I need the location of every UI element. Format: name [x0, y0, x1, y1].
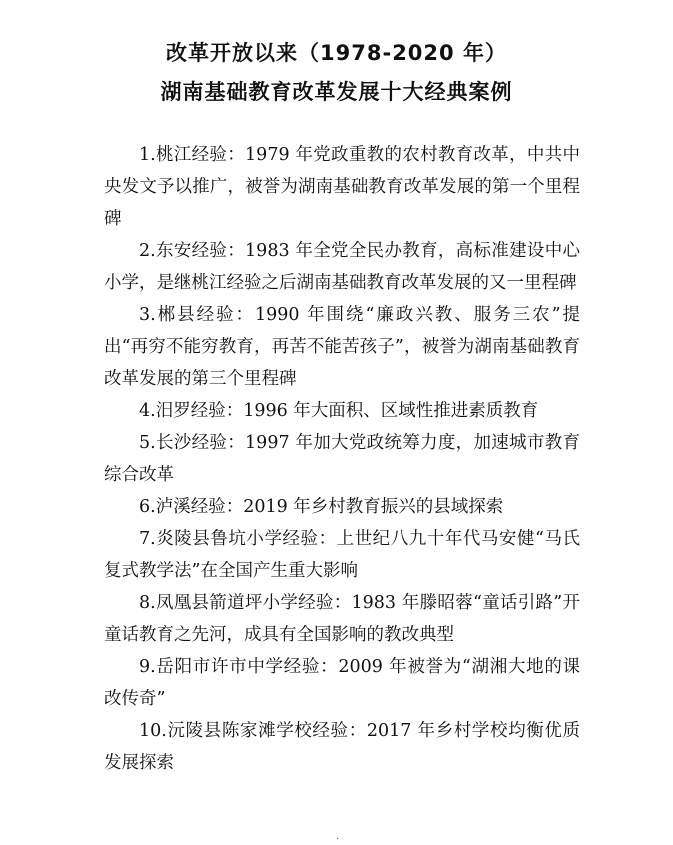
case-name: 桃江经验	[155, 145, 228, 165]
case-number: 2.	[139, 241, 156, 261]
case-number: 7.	[139, 529, 156, 549]
case-description: 2017 年乡村学校均衡优质发展探索	[104, 721, 581, 773]
case-name: 沅陵县陈家滩学校经验	[166, 721, 349, 741]
case-description: 1983 年滕昭蓉“童话引路”开童话教育之先河，成具有全国影响的教改典型	[104, 593, 581, 645]
case-separator: ：	[225, 497, 244, 517]
case-item	[104, 395, 580, 427]
case-item	[104, 299, 580, 395]
case-item	[104, 139, 580, 235]
case-name: 凤凰县箭道坪小学经验	[155, 593, 334, 613]
case-number: 10.	[139, 721, 167, 741]
case-number: 4.	[139, 401, 156, 421]
case-item	[104, 491, 580, 523]
case-number: 1.	[139, 145, 156, 165]
case-description: 2019 年乡村教育振兴的县域探索	[243, 497, 504, 517]
case-separator: ：	[235, 305, 256, 325]
case-item	[104, 523, 580, 587]
case-item	[104, 651, 580, 715]
case-description: 2009 年被誉为“湖湘大地的课改传奇”	[104, 657, 581, 709]
case-separator: ：	[318, 529, 337, 549]
case-separator: ：	[320, 657, 339, 677]
case-item	[104, 427, 580, 491]
case-description: 1996 年大面积、区域性推进素质教育	[243, 401, 539, 421]
case-name: 岳阳市许市中学经验	[155, 657, 321, 677]
case-list	[104, 139, 580, 779]
case-separator: ：	[227, 241, 246, 261]
case-name: 泸溪经验	[155, 497, 226, 517]
case-number: 3.	[139, 305, 156, 325]
document-title-line1: 改革开放以来（1978-2020 年）	[166, 41, 507, 65]
case-name: 长沙经验	[155, 433, 228, 453]
case-description: 上世纪八九十年代马安健“马氏复式教学法”在全国产生重大影响	[104, 529, 581, 581]
case-item	[104, 587, 580, 651]
case-description: 1979 年党政重教的农村教育改革，中共中央发文予以推广，被誉为湖南基础教育改革发展的第一个里程碑	[104, 145, 581, 229]
case-name: 炎陵县鲁坑小学经验	[155, 529, 319, 549]
case-description: 1997 年加大党政统筹力度，加速城市教育综合改革	[104, 433, 581, 485]
case-item	[104, 715, 580, 779]
case-separator: ：	[227, 145, 246, 165]
case-number: 6.	[139, 497, 156, 517]
case-separator: ：	[333, 593, 352, 613]
case-name: 汨罗经验	[155, 401, 226, 421]
case-description: 1983 年全党全民办教育，高标准建设中心小学，是继桃江经验之后湖南基础教育改革发展的又一里程碑	[104, 241, 581, 293]
case-number: 8.	[139, 593, 156, 613]
case-number: 9.	[139, 657, 156, 677]
case-name: 东安经验	[155, 241, 228, 261]
page-footer-mark: ·	[336, 834, 340, 845]
case-separator: ：	[225, 401, 244, 421]
case-separator: ：	[348, 721, 367, 741]
case-name: 郴县经验	[155, 305, 236, 325]
document-title-line2: 湖南基础教育改革发展十大经典案例	[160, 80, 513, 104]
case-description: 1990 年围绕“廉政兴教、服务三农”提出“再穷不能穷教育，再苦不能苦孩子”，被誉为湖南基础教育改革发展的第三个里程碑	[104, 305, 581, 389]
case-separator: ：	[227, 433, 246, 453]
case-item	[104, 235, 580, 299]
case-number: 5.	[139, 433, 156, 453]
